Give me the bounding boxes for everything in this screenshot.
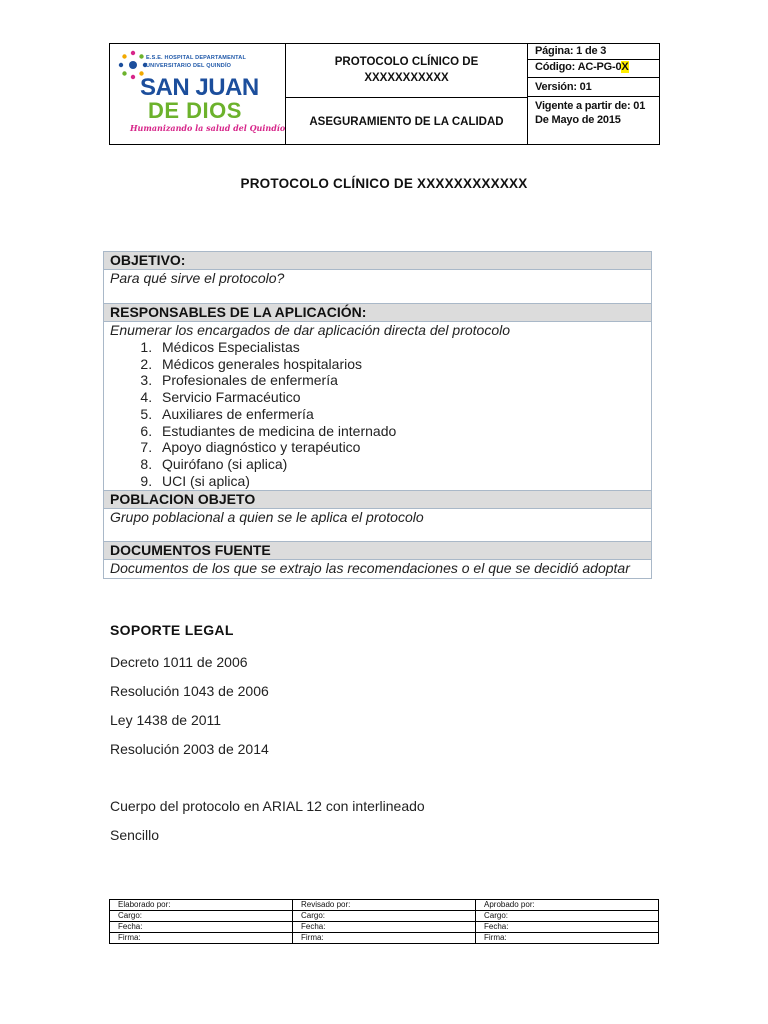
- soporte-legal-heading: SOPORTE LEGAL: [110, 622, 234, 638]
- list-item: 7. Apoyo diagnóstico y terapéutico: [156, 439, 645, 456]
- valid-from-2: De Mayo de 2015: [535, 114, 621, 126]
- table-row: [110, 911, 659, 922]
- aprobado-label: Aprobado por:: [476, 900, 659, 911]
- cargo-label: Cargo:: [293, 911, 476, 922]
- firma-label: Firma:: [293, 933, 476, 944]
- poblacion-heading: POBLACION OBJETO: [104, 491, 651, 509]
- responsables-intro: Enumerar los encargados de dar aplicación directa del protocolo: [110, 322, 511, 338]
- list-item: 3. Profesionales de enfermería: [156, 372, 645, 389]
- document-code: Código: AC-PG-0X: [535, 61, 629, 73]
- responsables-heading: RESPONSABLES DE LA APLICACIÓN:: [104, 304, 651, 322]
- body-note-1: Cuerpo del protocolo en ARIAL 12 con interlineado: [110, 798, 425, 814]
- elaborado-label: Elaborado por:: [110, 900, 293, 911]
- hospital-logo: [116, 48, 286, 140]
- document-title: PROTOCOLO CLÍNICO DE XXXXXXXXXXXX: [240, 176, 528, 191]
- legal-item: Ley 1438 de 2011: [110, 712, 222, 728]
- document-header: [109, 43, 660, 145]
- table-row: [110, 900, 659, 911]
- page-number: Página: 1 de 3: [535, 45, 607, 57]
- responsables-list: [110, 339, 645, 489]
- list-item: 8. Quirófano (si aplica): [156, 456, 645, 473]
- documentos-body: Documentos de los que se extrajo las recomendaciones o el que se decidió adoptar: [110, 560, 630, 577]
- objetivo-heading: OBJETIVO:: [104, 252, 651, 270]
- list-item: 4. Servicio Farmacéutico: [156, 389, 645, 406]
- list-item: 1. Médicos Especialistas: [156, 339, 645, 356]
- table-row: [110, 933, 659, 944]
- protocol-info-table: [103, 251, 652, 579]
- area-label: ASEGURAMIENTO DE LA CALIDAD: [309, 116, 504, 128]
- protocol-title-2: XXXXXXXXXXX: [364, 72, 449, 84]
- table-row: [110, 922, 659, 933]
- cargo-label: Cargo:: [110, 911, 293, 922]
- logo-name-2: DE DIOS: [148, 98, 242, 123]
- valid-from-1: Vigente a partir de: 01: [535, 100, 646, 112]
- list-item: 9. UCI (si aplica): [156, 473, 645, 490]
- cargo-label: Cargo:: [476, 911, 659, 922]
- fecha-label: Fecha:: [110, 922, 293, 933]
- firma-label: Firma:: [476, 933, 659, 944]
- list-item: 6. Estudiantes de medicina de internado: [156, 423, 645, 440]
- objetivo-body: Para qué sirve el protocolo?: [104, 270, 651, 304]
- logo-tagline: Humanizando la salud del Quindío: [130, 123, 286, 133]
- approval-table: [109, 899, 659, 944]
- fecha-label: Fecha:: [293, 922, 476, 933]
- code-highlight: X: [621, 61, 629, 73]
- poblacion-body: Grupo poblacional a quien se le aplica el protocolo: [104, 509, 651, 542]
- legal-item: Resolución 1043 de 2006: [110, 683, 269, 699]
- fecha-label: Fecha:: [476, 922, 659, 933]
- logo-subtitle-1: E.S.E. HOSPITAL DEPARTAMENTAL: [146, 55, 247, 61]
- list-item: 2. Médicos generales hospitalarios: [156, 356, 645, 373]
- protocol-title-1: PROTOCOLO CLÍNICO DE: [334, 56, 479, 68]
- version: Versión: 01: [535, 81, 592, 93]
- documentos-heading: DOCUMENTOS FUENTE: [104, 542, 651, 560]
- list-item: 5. Auxiliares de enfermería: [156, 406, 645, 423]
- firma-label: Firma:: [110, 933, 293, 944]
- logo-subtitle-2: UNIVERSITARIO DEL QUINDÍO: [146, 63, 232, 69]
- logo-name-1: SAN JUAN: [140, 74, 259, 101]
- legal-item: Resolución 2003 de 2014: [110, 741, 269, 757]
- revisado-label: Revisado por:: [293, 900, 476, 911]
- responsables-body: [104, 322, 651, 491]
- legal-item: Decreto 1011 de 2006: [110, 654, 248, 670]
- body-note-2: Sencillo: [110, 827, 160, 843]
